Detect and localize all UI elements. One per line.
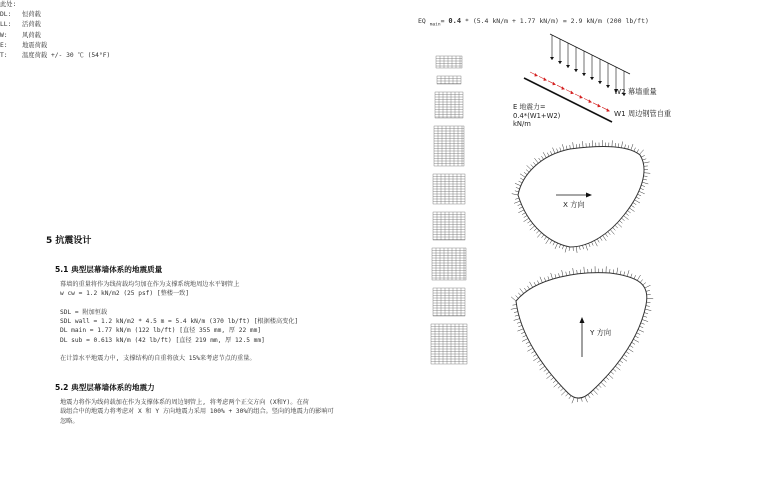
load-tick (640, 188, 644, 189)
load-tick (533, 357, 538, 361)
load-tick (512, 194, 518, 195)
load-tick (519, 181, 523, 183)
load-tick (527, 165, 532, 169)
load-tick (621, 142, 622, 148)
load-tick (643, 162, 649, 163)
load-tick (592, 242, 594, 246)
arrowhead-icon (550, 57, 554, 60)
load-tick (551, 377, 554, 380)
load-tick (541, 156, 543, 159)
arrowhead-icon (571, 91, 575, 95)
load-tick (627, 211, 630, 213)
load-tick (559, 244, 560, 248)
arrowhead-icon (598, 104, 602, 108)
load-tick (613, 227, 616, 230)
load-tick (546, 375, 551, 379)
load-tick (624, 216, 629, 220)
load-tick (644, 176, 648, 177)
load-tick (637, 333, 641, 335)
load-tick (531, 351, 534, 353)
legend-row: DL: 恒荷载 (0, 11, 41, 19)
load-tick (530, 223, 533, 225)
load-tick (528, 345, 532, 347)
load-tick (562, 144, 564, 150)
load-tick (642, 159, 646, 160)
arrowhead-icon (574, 69, 578, 72)
legend-row: E: 地震荷载 (0, 41, 48, 49)
plan-y-direction (500, 265, 665, 415)
load-tick (641, 185, 645, 186)
load-tick (646, 290, 650, 291)
section-5-heading: 5 抗震设计 (46, 236, 92, 246)
w1-label: W1 周边钢管自重 (614, 109, 672, 118)
legend-row: W: 风荷载 (0, 31, 41, 39)
load-tick (620, 360, 623, 362)
load-tick (625, 213, 628, 215)
load-tick (639, 150, 643, 155)
load-tick (605, 234, 607, 237)
load-tick (548, 276, 549, 280)
load-tick (597, 239, 599, 242)
load-tick (603, 380, 606, 383)
load-tick (566, 393, 569, 396)
plan-x-direction (500, 135, 665, 265)
load-tick (523, 335, 527, 337)
tower-panel (435, 92, 463, 118)
load-tick (581, 398, 582, 402)
load-tick (517, 322, 521, 323)
load-tick (618, 363, 621, 365)
load-tick (566, 146, 567, 150)
load-tick (539, 158, 541, 161)
load-tick (553, 242, 555, 246)
arrowhead-icon (598, 81, 602, 84)
load-tick (524, 172, 527, 174)
load-tick (583, 245, 584, 249)
load-tick (560, 148, 561, 152)
load-tick (632, 342, 635, 344)
load-tick (565, 246, 567, 252)
load-bound-line (550, 34, 630, 74)
load-tick (637, 194, 641, 196)
load-tick (569, 271, 570, 275)
w2-label: W2 幕墙重量 (614, 87, 657, 96)
load-tick (606, 377, 609, 380)
load-tick (522, 339, 528, 342)
load-tick (579, 246, 580, 250)
load-tick (546, 238, 550, 243)
load-tick (559, 273, 560, 277)
load-tick (634, 200, 640, 203)
load-tick (618, 143, 619, 147)
load-tick (615, 366, 620, 370)
load-tick (537, 233, 541, 238)
load-tick (514, 312, 518, 313)
load-tick (588, 395, 590, 398)
section-5-1-body: 幕墙的重量将作为线荷载均匀加在作为支撑系统地周边水平钢管上 w cw = 1.2 kN/m2 (25 psf) [整楼一致] SDL = 附加恒载 SDL wall = 1.2 kN/m2 * 4.5 m = 5.4 kN/m (370 lb/ft) [根据楼高变化] DL main = 1.77 kN/m (122 lb/ft) [直径 355 mm, 厚 22 mm] DL sub = 0.613 kN/m (42 lb/ft) [直径 219 mm, 厚 12.5 mm] 在计算水平地震力中, 支撑结构的自重将放大 15%来考虑节点的重量。 (60, 281, 299, 363)
load-tick (516, 187, 520, 188)
load-tick (534, 158, 538, 163)
load-tick (646, 306, 650, 307)
load-tick (608, 374, 613, 378)
y-direction-label: Y 方向 (590, 328, 612, 337)
load-tick (645, 309, 651, 311)
load-tick (620, 271, 621, 275)
load-tick (518, 325, 522, 326)
load-tick (634, 275, 636, 279)
load-tick (589, 243, 590, 247)
load-tick (547, 153, 549, 157)
section-5-2-body: 地震力将作为线荷载加在作为支撑体系的周边钢管上, 将考虑两个正交方向 (X和Y)。在荷 载组合中的地震力将考虑对 X 和 Y 方向地震力采用 100% + 30%的组合。竖向的地震力的影响可 忽略。 (60, 399, 334, 425)
load-tick (598, 385, 601, 388)
load-tick (518, 204, 522, 206)
load-tick (524, 218, 529, 222)
load-tick (534, 228, 537, 231)
load-tick (642, 182, 648, 184)
load-tick (596, 387, 599, 390)
load-tick (518, 293, 521, 296)
load-tick (555, 243, 558, 249)
load-tick (638, 330, 644, 333)
load-tick (636, 197, 640, 199)
load-tick (550, 240, 552, 243)
load-tick (537, 360, 540, 362)
seismic-force-label: E 地震力= 0.4*(W1+W2) kN/m (513, 103, 561, 129)
arrowhead-icon (580, 95, 584, 99)
legend-intro: 此处: (0, 1, 17, 8)
arrowhead-icon (544, 77, 548, 81)
load-tick (533, 162, 536, 165)
load-tick (515, 198, 519, 199)
load-tick (520, 288, 524, 293)
arrowhead-icon (562, 86, 566, 90)
tower-panel (432, 248, 466, 280)
load-tick (629, 208, 634, 212)
load-tick (554, 383, 559, 387)
load-tick (637, 275, 640, 280)
load-tick (569, 396, 571, 399)
load-tick (645, 285, 651, 288)
load-tick (553, 380, 556, 383)
load-tick (634, 148, 636, 152)
arrowhead-icon (606, 85, 610, 88)
load-tick (522, 213, 526, 215)
section-5-2-heading: 5.2 典型层幕墙体系的地震力 (55, 383, 155, 392)
load-tick (569, 247, 570, 251)
load-tick (560, 388, 563, 391)
load-tick (573, 142, 574, 148)
load-tick (562, 270, 563, 276)
load-tick (582, 141, 583, 147)
load-tick (608, 232, 611, 235)
load-tick (526, 342, 530, 344)
load-tick (640, 279, 643, 282)
arrowhead-icon (553, 82, 557, 86)
load-tick (515, 183, 521, 186)
load-tick (621, 218, 624, 221)
load-tick (520, 174, 525, 178)
tower-elevation-diagram (425, 50, 473, 370)
load-tick (573, 268, 574, 274)
load-tick (613, 269, 614, 273)
load-tick (617, 223, 622, 227)
load-tick (511, 308, 517, 309)
load-tick (515, 191, 519, 192)
load-tick (601, 382, 606, 386)
arrowhead-icon (586, 193, 592, 198)
load-tick (520, 178, 523, 180)
load-tick (619, 221, 622, 224)
load-tick (585, 396, 588, 402)
load-tick (617, 268, 618, 274)
load-tick (553, 148, 555, 154)
section-5-1-heading: 5.1 典型层幕墙体系的地震质量 (55, 265, 163, 274)
load-tick (591, 392, 594, 395)
legend-row: LL: 活荷载 (0, 21, 41, 29)
load-tick (624, 272, 625, 276)
load-tick (625, 145, 626, 149)
load-tick (639, 326, 643, 328)
load-tick (594, 240, 597, 246)
x-direction-label: X 方向 (563, 200, 585, 209)
load-tick (557, 149, 558, 153)
load-tick (624, 355, 627, 357)
load-tick (633, 339, 639, 342)
load-tick (615, 225, 618, 228)
load-tick (603, 235, 607, 240)
load-tick (628, 349, 633, 352)
load-tick (631, 205, 634, 207)
load-tick (622, 358, 627, 362)
load-tick (524, 215, 527, 217)
arrowhead-icon (590, 77, 594, 80)
load-tick (543, 152, 546, 158)
load-tick (644, 173, 650, 174)
load-tick (643, 283, 646, 285)
load-tick (551, 273, 553, 279)
load-tick (524, 288, 526, 291)
load-tick (610, 230, 614, 235)
arrowhead-icon (582, 73, 586, 76)
load-tick (517, 329, 523, 331)
load-tick (527, 348, 533, 351)
load-tick (576, 247, 577, 253)
arrowhead-icon (566, 65, 570, 68)
load-tick (558, 386, 561, 389)
load-tick (534, 282, 536, 286)
load-tick (536, 230, 539, 233)
load-tick (514, 201, 520, 203)
arrowhead-icon (589, 99, 593, 103)
load-tick (611, 372, 614, 375)
seismic-equation: EQ $_{main}$= 0.4 * (5.4 kN/m + 1.77 kN/m) = 2.9 kN/m (200 lb/ft) (418, 17, 649, 28)
load-tick (550, 151, 552, 155)
load-tick (527, 286, 529, 289)
load-tick (635, 336, 639, 338)
load-tick (600, 237, 602, 240)
load-tick (518, 210, 524, 213)
load-tick (631, 144, 633, 150)
arrowhead-icon (607, 108, 611, 112)
load-tick (631, 274, 632, 278)
load-tick (646, 302, 650, 303)
load-tick (511, 297, 516, 301)
load-tick (586, 244, 588, 250)
load-tick (526, 170, 529, 173)
load-tick (533, 354, 536, 356)
load-tick (539, 363, 542, 365)
load-tick (593, 390, 597, 395)
load-tick (572, 397, 574, 403)
load-tick (566, 272, 567, 276)
load-tick (561, 391, 566, 395)
load-tick (530, 282, 533, 288)
arrowhead-icon (558, 61, 562, 64)
load-tick (627, 270, 629, 276)
load-tick (613, 369, 616, 372)
load-tick (644, 313, 648, 314)
load-tick (641, 323, 645, 324)
load-tick (540, 366, 545, 370)
load-tick (514, 319, 520, 321)
load-tick (540, 277, 542, 283)
load-tick (544, 369, 547, 371)
load-tick (537, 281, 539, 285)
load-tick (626, 352, 629, 354)
load-tick (641, 155, 645, 157)
load-tick (530, 226, 535, 230)
load-tick (643, 179, 647, 180)
load-tick (521, 332, 525, 334)
load-tick (630, 345, 633, 347)
load-tick (516, 296, 519, 299)
load-tick (544, 237, 546, 240)
load-tick (637, 149, 639, 152)
load-tick (643, 316, 647, 317)
load-tick (642, 319, 648, 321)
load-tick (527, 221, 530, 223)
load-tick (628, 145, 629, 149)
load-tick (584, 267, 585, 273)
load-tick (513, 305, 517, 306)
load-tick (555, 274, 556, 278)
load-tick (544, 278, 545, 282)
load-tick (639, 191, 645, 194)
load-tick (633, 203, 636, 205)
load-tick (541, 235, 544, 238)
load-tick (562, 245, 563, 249)
legend-row: T: 温度荷载 +/- 30 ℃ (54°F) (0, 52, 111, 60)
load-tick (531, 165, 534, 168)
load-tick (546, 372, 549, 374)
load-tick (519, 207, 523, 209)
load-tick (515, 315, 519, 316)
arrowhead-icon (535, 73, 539, 77)
load-tick (570, 145, 571, 149)
arrowhead-icon (580, 317, 585, 323)
